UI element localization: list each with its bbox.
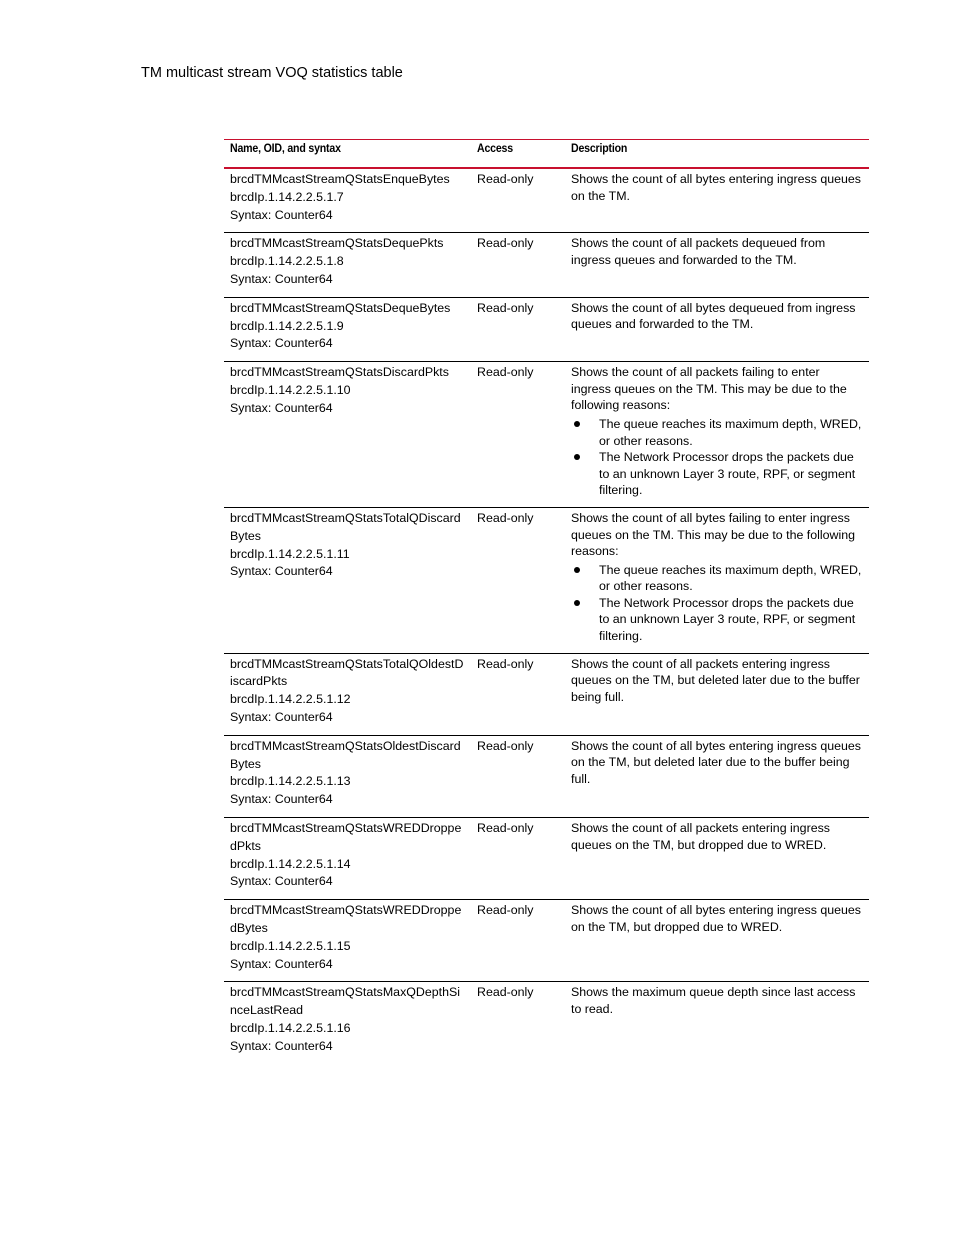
cell-description bbox=[565, 297, 869, 361]
table-row bbox=[224, 900, 869, 982]
cell-description bbox=[565, 233, 869, 297]
table-row bbox=[224, 233, 869, 297]
table-row bbox=[224, 653, 869, 735]
cell-name-oid-syntax bbox=[224, 653, 471, 735]
object-name: brcdTMMcastStreamQStatsEnqueBytes bbox=[230, 172, 450, 186]
cell-name-oid-syntax bbox=[224, 297, 471, 361]
object-syntax: Syntax: Counter64 bbox=[230, 874, 333, 889]
object-name: brcdTMMcastStreamQStatsTotalQDiscardBytes bbox=[230, 510, 461, 543]
description-text: Shows the count of all bytes entering ingress queues on the TM. bbox=[571, 172, 861, 203]
cell-access: Read-only bbox=[477, 172, 534, 186]
bullet-icon bbox=[574, 421, 580, 427]
cell-access: Read-only bbox=[477, 821, 534, 836]
table-row bbox=[224, 297, 869, 361]
bullet-icon bbox=[574, 567, 580, 573]
object-name: brcdTMMcastStreamQStatsWREDDroppedPkts bbox=[230, 821, 462, 853]
table-row bbox=[224, 735, 869, 817]
description-text: Shows the count of all bytes failing to enter ingress queues on the TM. This may be due to the following reasons: bbox=[571, 510, 856, 559]
table-row bbox=[224, 168, 869, 233]
object-oid: brcdIp.1.14.2.2.5.1.14 bbox=[230, 856, 351, 871]
object-syntax: Syntax: Counter64 bbox=[230, 271, 333, 286]
description-text: Shows the count of all bytes entering ingress queues on the TM, but dropped due to WRED. bbox=[571, 903, 861, 934]
object-oid: brcdIp.1.14.2.2.5.1.9 bbox=[230, 318, 344, 333]
table-header-row bbox=[224, 140, 869, 169]
description-bullet-list bbox=[571, 562, 863, 645]
header-name-oid-syntax: Name, OID, and syntax bbox=[230, 143, 341, 155]
cell-name-oid-syntax bbox=[224, 507, 471, 653]
header-description: Description bbox=[571, 143, 628, 155]
object-syntax: Syntax: Counter64 bbox=[230, 792, 333, 807]
cell-description bbox=[565, 653, 869, 735]
table-row bbox=[224, 362, 869, 508]
bullet-item bbox=[571, 562, 863, 595]
bullet-icon bbox=[574, 600, 580, 606]
object-name: brcdTMMcastStreamQStatsMaxQDepthSinceLastRead bbox=[230, 985, 460, 1018]
cell-name-oid-syntax bbox=[224, 818, 471, 900]
bullet-icon bbox=[574, 454, 580, 460]
bullet-text: The Network Processor drops the packets due to an unknown Layer 3 route, RPF, or segment filtering. bbox=[599, 595, 856, 644]
cell-access: Read-only bbox=[477, 236, 534, 251]
mib-object-table bbox=[224, 139, 869, 1064]
object-syntax: Syntax: Counter64 bbox=[230, 956, 333, 971]
object-name: brcdTMMcastStreamQStatsTotalQOldestDiscardPkts bbox=[230, 656, 464, 689]
description-text: Shows the count of all packets entering ingress queues on the TM, but deleted later due to the buffer being full. bbox=[571, 656, 860, 704]
description-text: Shows the maximum queue depth since last access to read. bbox=[571, 985, 856, 1017]
object-oid: brcdIp.1.14.2.2.5.1.13 bbox=[230, 774, 351, 789]
object-oid: brcdIp.1.14.2.2.5.1.8 bbox=[230, 254, 344, 269]
object-oid: brcdIp.1.14.2.2.5.1.12 bbox=[230, 692, 351, 707]
object-syntax: Syntax: Counter64 bbox=[230, 710, 333, 725]
cell-description bbox=[565, 900, 869, 982]
object-name: brcdTMMcastStreamQStatsWREDDroppedBytes bbox=[230, 903, 462, 936]
bullet-text: The queue reaches its maximum depth, WRED, or other reasons. bbox=[599, 416, 862, 448]
bullet-text: The queue reaches its maximum depth, WRED, or other reasons. bbox=[599, 562, 862, 594]
object-name: brcdTMMcastStreamQStatsDiscardPkts bbox=[230, 365, 449, 380]
mib-table-container bbox=[224, 139, 869, 1064]
object-oid: brcdIp.1.14.2.2.5.1.11 bbox=[230, 546, 350, 561]
description-text: Shows the count of all bytes entering ingress queues on the TM, but deleted later due to the buffer being full. bbox=[571, 738, 861, 787]
object-oid: brcdIp.1.14.2.2.5.1.16 bbox=[230, 1021, 351, 1036]
bullet-text: The Network Processor drops the packets due to an unknown Layer 3 route, RPF, or segment filtering. bbox=[599, 450, 856, 498]
cell-name-oid-syntax bbox=[224, 233, 471, 297]
cell-access: Read-only bbox=[477, 903, 534, 918]
object-name: brcdTMMcastStreamQStatsDequeBytes bbox=[230, 300, 451, 315]
cell-access: Read-only bbox=[477, 738, 534, 753]
cell-description bbox=[565, 982, 869, 1064]
description-bullet-list bbox=[571, 416, 863, 499]
page-heading: TM multicast stream VOQ statistics table bbox=[141, 65, 403, 81]
cell-name-oid-syntax bbox=[224, 168, 471, 233]
cell-access: Read-only bbox=[477, 510, 534, 525]
cell-description bbox=[565, 168, 869, 233]
object-syntax: Syntax: Counter64 bbox=[230, 400, 333, 415]
object-oid: brcdIp.1.14.2.2.5.1.15 bbox=[230, 938, 351, 953]
table-row bbox=[224, 507, 869, 653]
bullet-item bbox=[571, 416, 863, 449]
description-text: Shows the count of all packets failing to enter ingress queues on the TM. This may be due to the following reasons: bbox=[571, 365, 847, 413]
description-text: Shows the count of all bytes dequeued from ingress queues and forwarded to the TM. bbox=[571, 300, 856, 332]
cell-description bbox=[565, 507, 869, 653]
bullet-item bbox=[571, 449, 863, 499]
object-name: brcdTMMcastStreamQStatsDequePkts bbox=[230, 236, 444, 251]
object-oid: brcdIp.1.14.2.2.5.1.10 bbox=[230, 382, 351, 397]
table-body bbox=[224, 168, 869, 1064]
cell-description bbox=[565, 818, 869, 900]
description-text: Shows the count of all packets dequeued from ingress queues and forwarded to the TM. bbox=[571, 236, 826, 267]
cell-access: Read-only bbox=[477, 985, 534, 1000]
object-syntax: Syntax: Counter64 bbox=[230, 336, 333, 351]
cell-description bbox=[565, 362, 869, 508]
cell-name-oid-syntax bbox=[224, 735, 471, 817]
cell-access: Read-only bbox=[477, 300, 534, 315]
cell-name-oid-syntax bbox=[224, 362, 471, 508]
header-access: Access bbox=[477, 143, 513, 155]
bullet-item bbox=[571, 595, 863, 645]
object-syntax: Syntax: Counter64 bbox=[230, 1038, 333, 1053]
cell-description bbox=[565, 735, 869, 817]
object-name: brcdTMMcastStreamQStatsOldestDiscardBytes bbox=[230, 738, 461, 771]
object-syntax: Syntax: Counter64 bbox=[230, 564, 333, 579]
cell-access: Read-only bbox=[477, 656, 534, 671]
cell-access: Read-only bbox=[477, 365, 534, 380]
table-header bbox=[224, 140, 869, 169]
table-row bbox=[224, 818, 869, 900]
cell-name-oid-syntax bbox=[224, 982, 471, 1064]
object-oid: brcdIp.1.14.2.2.5.1.7 bbox=[230, 189, 344, 204]
table-row bbox=[224, 982, 869, 1064]
object-syntax: Syntax: Counter64 bbox=[230, 207, 333, 222]
cell-name-oid-syntax bbox=[224, 900, 471, 982]
description-text: Shows the count of all packets entering ingress queues on the TM, but dropped due to WRED. bbox=[571, 821, 830, 852]
